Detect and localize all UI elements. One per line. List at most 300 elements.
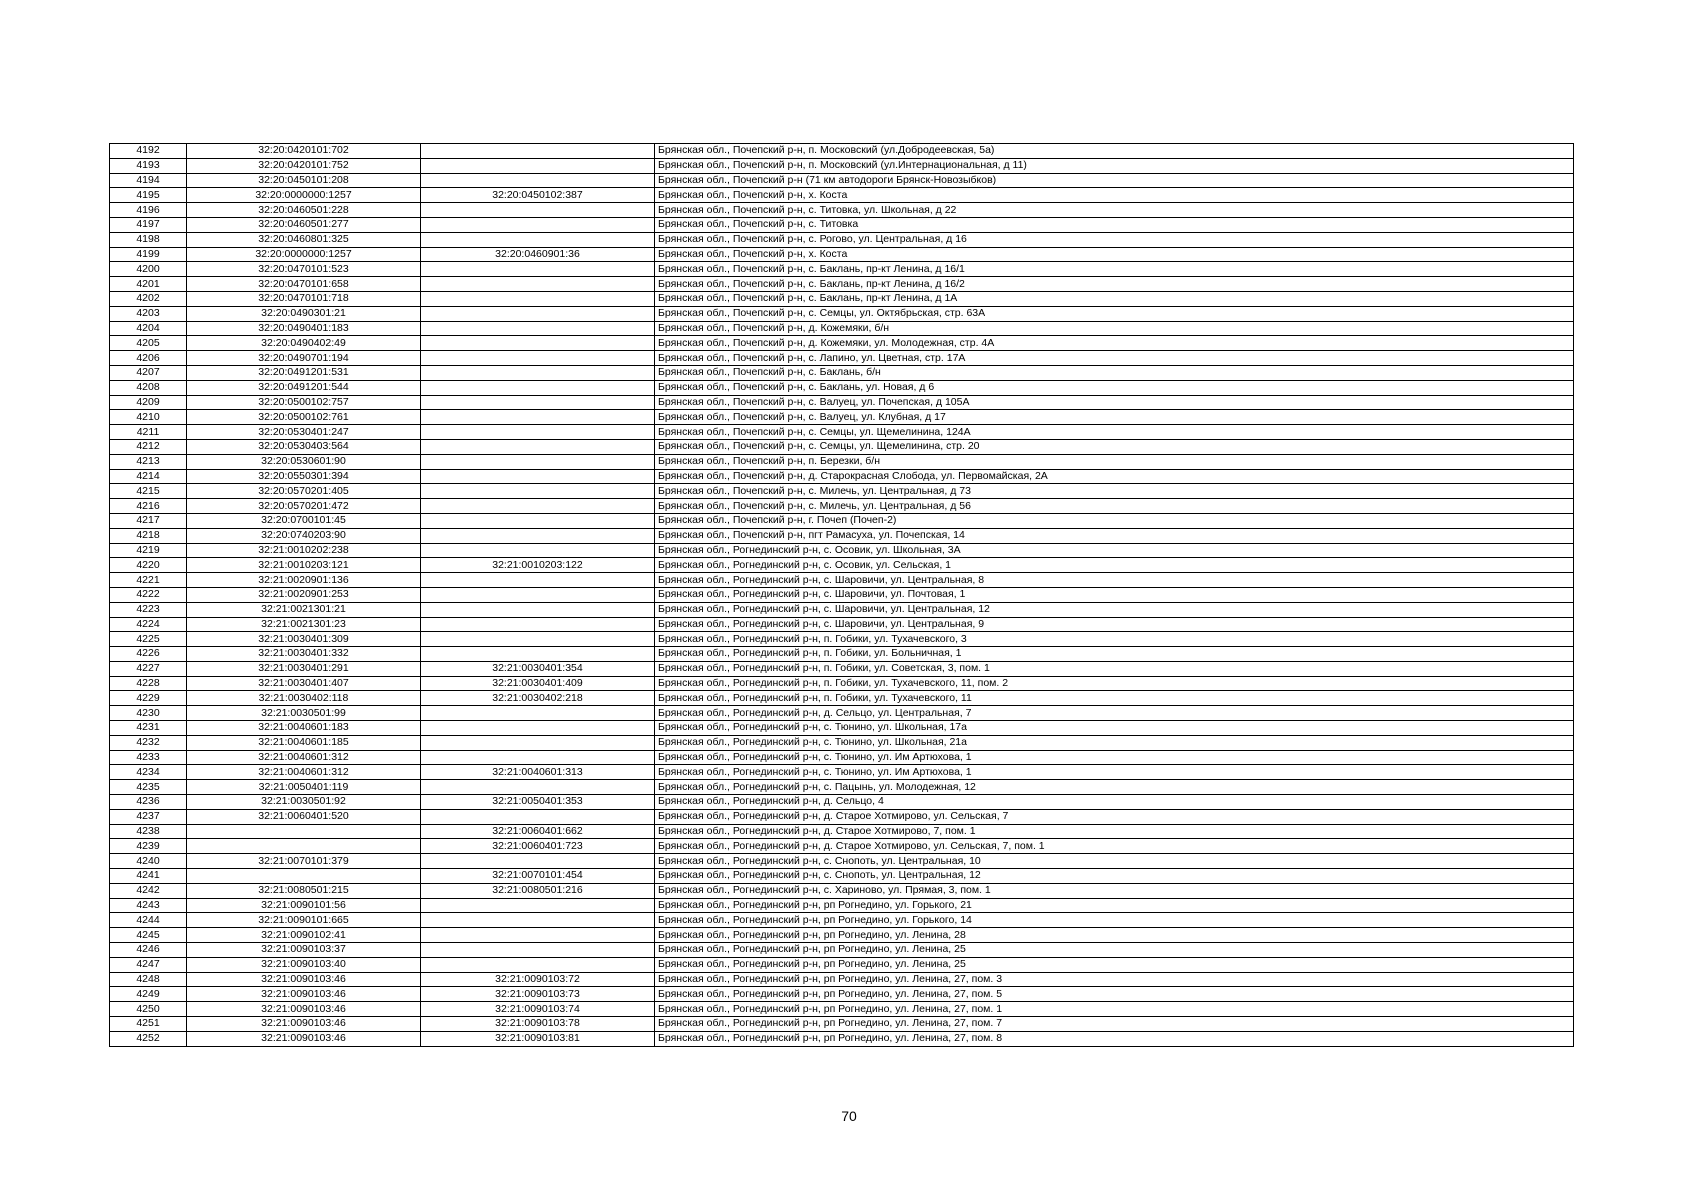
address-cell: Брянская обл., Рогнединский р-н, с. Снопоть, ул. Центральная, 12 [655, 869, 1574, 884]
row-number-cell: 4231 [110, 721, 187, 736]
row-number-cell: 4249 [110, 987, 187, 1002]
related-cadastral-number-cell [421, 632, 655, 647]
address-cell: Брянская обл., Почепский р-н, с. Семцы, ул. Октябрьская, стр. 63А [655, 306, 1574, 321]
address-cell: Брянская обл., Почепский р-н (71 км автодороги Брянск-Новозыбков) [655, 173, 1574, 188]
table-row [110, 336, 1574, 351]
row-number-cell: 4230 [110, 706, 187, 721]
table-row [110, 365, 1574, 380]
table-row [110, 573, 1574, 588]
related-cadastral-number-cell [421, 617, 655, 632]
row-number-cell: 4229 [110, 691, 187, 706]
cadastral-number-cell: 32:20:0530403:564 [187, 439, 421, 454]
related-cadastral-number-cell [421, 380, 655, 395]
row-number-cell: 4200 [110, 262, 187, 277]
row-number-cell: 4215 [110, 484, 187, 499]
table-row [110, 499, 1574, 514]
cadastral-number-cell: 32:20:0490701:194 [187, 351, 421, 366]
cadastral-number-cell: 32:21:0040601:183 [187, 721, 421, 736]
address-cell: Брянская обл., Почепский р-н, с. Валуец, ул. Почепская, д 105А [655, 395, 1574, 410]
cadastral-number-cell: 32:21:0090103:46 [187, 987, 421, 1002]
address-cell: Брянская обл., Почепский р-н, п. Московский (ул.Интернациональная, д 11) [655, 158, 1574, 173]
related-cadastral-number-cell [421, 484, 655, 499]
related-cadastral-number-cell [421, 173, 655, 188]
related-cadastral-number-cell [421, 913, 655, 928]
table-row [110, 780, 1574, 795]
related-cadastral-number-cell [421, 306, 655, 321]
related-cadastral-number-cell: 32:21:0030401:409 [421, 676, 655, 691]
cadastral-number-cell: 32:20:0530601:90 [187, 454, 421, 469]
row-number-cell: 4233 [110, 750, 187, 765]
related-cadastral-number-cell [421, 721, 655, 736]
related-cadastral-number-cell [421, 336, 655, 351]
address-cell: Брянская обл., Почепский р-н, с. Семцы, ул. Щемелинина, стр. 20 [655, 439, 1574, 454]
cadastral-number-cell: 32:20:0000000:1257 [187, 188, 421, 203]
cadastral-number-cell: 32:21:0090101:665 [187, 913, 421, 928]
row-number-cell: 4213 [110, 454, 187, 469]
cadastral-number-cell: 32:20:0460501:277 [187, 217, 421, 232]
table-row [110, 913, 1574, 928]
related-cadastral-number-cell [421, 203, 655, 218]
table-row [110, 217, 1574, 232]
row-number-cell: 4228 [110, 676, 187, 691]
row-number-cell: 4198 [110, 232, 187, 247]
address-cell: Брянская обл., Рогнединский р-н, д. Старое Хотмирово, ул. Сельская, 7, пом. 1 [655, 839, 1574, 854]
table-row [110, 839, 1574, 854]
related-cadastral-number-cell [421, 425, 655, 440]
table-row [110, 987, 1574, 1002]
row-number-cell: 4248 [110, 972, 187, 987]
related-cadastral-number-cell: 32:21:0090103:81 [421, 1031, 655, 1046]
related-cadastral-number-cell [421, 647, 655, 662]
address-cell: Брянская обл., Почепский р-н, с. Милечь, ул. Центральная, д 73 [655, 484, 1574, 499]
table-row [110, 883, 1574, 898]
cadastral-number-cell: 32:20:0420101:752 [187, 158, 421, 173]
table-row [110, 232, 1574, 247]
row-number-cell: 4223 [110, 602, 187, 617]
address-cell: Брянская обл., Почепский р-н, х. Коста [655, 247, 1574, 262]
address-cell: Брянская обл., Рогнединский р-н, д. Сельцо, 4 [655, 795, 1574, 810]
row-number-cell: 4211 [110, 425, 187, 440]
related-cadastral-number-cell [421, 499, 655, 514]
related-cadastral-number-cell [421, 277, 655, 292]
related-cadastral-number-cell [421, 928, 655, 943]
related-cadastral-number-cell: 32:21:0060401:662 [421, 824, 655, 839]
address-cell: Брянская обл., Рогнединский р-н, рп Рогнедино, ул. Ленина, 27, пом. 1 [655, 1002, 1574, 1017]
cadastral-number-cell: 32:21:0040601:312 [187, 765, 421, 780]
cadastral-number-cell: 32:20:0420101:702 [187, 144, 421, 159]
row-number-cell: 4204 [110, 321, 187, 336]
table-row [110, 647, 1574, 662]
cadastral-number-cell: 32:20:0470101:718 [187, 291, 421, 306]
row-number-cell: 4250 [110, 1002, 187, 1017]
address-cell: Брянская обл., Рогнединский р-н, с. Тюнино, ул. Школьная, 17а [655, 721, 1574, 736]
row-number-cell: 4206 [110, 351, 187, 366]
table-row [110, 188, 1574, 203]
address-cell: Брянская обл., Рогнединский р-н, рп Рогнедино, ул. Ленина, 25 [655, 943, 1574, 958]
address-cell: Брянская обл., Почепский р-н, с. Баклань, ул. Новая, д 6 [655, 380, 1574, 395]
table-row [110, 173, 1574, 188]
cadastral-number-cell: 32:21:0030501:99 [187, 706, 421, 721]
cadastral-number-cell: 32:21:0020901:136 [187, 573, 421, 588]
address-cell: Брянская обл., Почепский р-н, г. Почеп (Почеп-2) [655, 513, 1574, 528]
address-cell: Брянская обл., Рогнединский р-н, рп Рогнедино, ул. Ленина, 28 [655, 928, 1574, 943]
address-cell: Брянская обл., Почепский р-н, с. Валуец, ул. Клубная, д 17 [655, 410, 1574, 425]
table-row [110, 617, 1574, 632]
row-number-cell: 4220 [110, 558, 187, 573]
table-row [110, 291, 1574, 306]
cadastral-number-cell: 32:21:0030402:118 [187, 691, 421, 706]
cadastral-number-cell: 32:21:0030501:92 [187, 795, 421, 810]
row-number-cell: 4212 [110, 439, 187, 454]
row-number-cell: 4218 [110, 528, 187, 543]
table-row [110, 721, 1574, 736]
table-row [110, 676, 1574, 691]
table-row [110, 706, 1574, 721]
table-row [110, 691, 1574, 706]
table-row [110, 262, 1574, 277]
table-row [110, 425, 1574, 440]
table-row [110, 854, 1574, 869]
related-cadastral-number-cell [421, 898, 655, 913]
related-cadastral-number-cell [421, 262, 655, 277]
row-number-cell: 4239 [110, 839, 187, 854]
row-number-cell: 4203 [110, 306, 187, 321]
cadastral-number-cell: 32:21:0050401:119 [187, 780, 421, 795]
address-cell: Брянская обл., Рогнединский р-н, с. Шаровичи, ул. Центральная, 8 [655, 573, 1574, 588]
related-cadastral-number-cell [421, 410, 655, 425]
cadastral-number-cell: 32:20:0491201:531 [187, 365, 421, 380]
cadastral-number-cell [187, 824, 421, 839]
row-number-cell: 4240 [110, 854, 187, 869]
address-cell: Брянская обл., Рогнединский р-н, рп Рогнедино, ул. Ленина, 25 [655, 957, 1574, 972]
related-cadastral-number-cell [421, 513, 655, 528]
table-row [110, 469, 1574, 484]
table-row [110, 765, 1574, 780]
cadastral-number-cell: 32:21:0030401:407 [187, 676, 421, 691]
row-number-cell: 4246 [110, 943, 187, 958]
related-cadastral-number-cell: 32:21:0050401:353 [421, 795, 655, 810]
row-number-cell: 4234 [110, 765, 187, 780]
cadastral-number-cell: 32:21:0021301:21 [187, 602, 421, 617]
table-row [110, 410, 1574, 425]
row-number-cell: 4238 [110, 824, 187, 839]
row-number-cell: 4210 [110, 410, 187, 425]
cadastral-number-cell: 32:21:0090103:46 [187, 1017, 421, 1032]
related-cadastral-number-cell [421, 706, 655, 721]
cadastral-number-cell: 32:20:0491201:544 [187, 380, 421, 395]
table-row [110, 735, 1574, 750]
address-cell: Брянская обл., Почепский р-н, пгт Рамасуха, ул. Почепская, 14 [655, 528, 1574, 543]
cadastral-number-cell: 32:21:0070101:379 [187, 854, 421, 869]
cadastral-number-cell: 32:21:0030401:291 [187, 661, 421, 676]
related-cadastral-number-cell [421, 587, 655, 602]
table-row [110, 277, 1574, 292]
table-row [110, 484, 1574, 499]
cadastral-number-cell: 32:20:0470101:523 [187, 262, 421, 277]
row-number-cell: 4209 [110, 395, 187, 410]
table-row [110, 972, 1574, 987]
row-number-cell: 4235 [110, 780, 187, 795]
table-row [110, 1031, 1574, 1046]
related-cadastral-number-cell [421, 602, 655, 617]
address-cell: Брянская обл., Почепский р-н, д. Кожемяки, б/н [655, 321, 1574, 336]
registry-table-body [110, 144, 1574, 1047]
table-row [110, 750, 1574, 765]
cadastral-number-cell: 32:20:0490301:21 [187, 306, 421, 321]
related-cadastral-number-cell [421, 957, 655, 972]
cadastral-number-cell: 32:20:0470101:658 [187, 277, 421, 292]
cadastral-number-cell: 32:20:0530401:247 [187, 425, 421, 440]
related-cadastral-number-cell [421, 943, 655, 958]
page-number: 70 [841, 1108, 857, 1124]
table-row [110, 928, 1574, 943]
related-cadastral-number-cell [421, 439, 655, 454]
related-cadastral-number-cell: 32:21:0030402:218 [421, 691, 655, 706]
address-cell: Брянская обл., Почепский р-н, с. Баклань, пр-кт Ленина, д 16/1 [655, 262, 1574, 277]
row-number-cell: 4241 [110, 869, 187, 884]
related-cadastral-number-cell: 32:21:0030401:354 [421, 661, 655, 676]
row-number-cell: 4236 [110, 795, 187, 810]
cadastral-number-cell: 32:21:0040601:185 [187, 735, 421, 750]
table-row [110, 661, 1574, 676]
table-row [110, 321, 1574, 336]
address-cell: Брянская обл., Рогнединский р-н, рп Рогнедино, ул. Горького, 21 [655, 898, 1574, 913]
table-row [110, 602, 1574, 617]
address-cell: Брянская обл., Рогнединский р-н, с. Хариново, ул. Прямая, 3, пом. 1 [655, 883, 1574, 898]
table-row [110, 809, 1574, 824]
address-cell: Брянская обл., Рогнединский р-н, п. Гобики, ул. Советская, 3, пом. 1 [655, 661, 1574, 676]
address-cell: Брянская обл., Рогнединский р-н, рп Рогнедино, ул. Горького, 14 [655, 913, 1574, 928]
cadastral-number-cell: 32:20:0000000:1257 [187, 247, 421, 262]
table-row [110, 247, 1574, 262]
table-row [110, 454, 1574, 469]
related-cadastral-number-cell [421, 780, 655, 795]
row-number-cell: 4224 [110, 617, 187, 632]
row-number-cell: 4217 [110, 513, 187, 528]
related-cadastral-number-cell: 32:21:0090103:78 [421, 1017, 655, 1032]
cadastral-number-cell: 32:21:0090102:41 [187, 928, 421, 943]
address-cell: Брянская обл., Почепский р-н, д. Старокрасная Слобода, ул. Первомайская, 2А [655, 469, 1574, 484]
table-row [110, 869, 1574, 884]
related-cadastral-number-cell: 32:21:0010203:122 [421, 558, 655, 573]
row-number-cell: 4201 [110, 277, 187, 292]
table-row [110, 144, 1574, 159]
address-cell: Брянская обл., Почепский р-н, с. Рогово, ул. Центральная, д 16 [655, 232, 1574, 247]
address-cell: Брянская обл., Почепский р-н, х. Коста [655, 188, 1574, 203]
address-cell: Брянская обл., Почепский р-н, с. Милечь, ул. Центральная, д 56 [655, 499, 1574, 514]
row-number-cell: 4219 [110, 543, 187, 558]
cadastral-number-cell: 32:21:0040601:312 [187, 750, 421, 765]
cadastral-number-cell: 32:21:0090103:37 [187, 943, 421, 958]
related-cadastral-number-cell [421, 144, 655, 159]
table-row [110, 513, 1574, 528]
related-cadastral-number-cell: 32:21:0090103:74 [421, 1002, 655, 1017]
cadastral-number-cell: 32:21:0030401:309 [187, 632, 421, 647]
related-cadastral-number-cell: 32:21:0090103:72 [421, 972, 655, 987]
cadastral-number-cell: 32:21:0021301:23 [187, 617, 421, 632]
related-cadastral-number-cell [421, 454, 655, 469]
address-cell: Брянская обл., Рогнединский р-н, с. Осовик, ул. Школьная, 3А [655, 543, 1574, 558]
address-cell: Брянская обл., Рогнединский р-н, с. Шаровичи, ул. Почтовая, 1 [655, 587, 1574, 602]
address-cell: Брянская обл., Почепский р-н, п. Московский (ул.Добродеевская, 5а) [655, 144, 1574, 159]
row-number-cell: 4225 [110, 632, 187, 647]
cadastral-number-cell: 32:20:0490401:183 [187, 321, 421, 336]
cadastral-number-cell: 32:21:0010202:238 [187, 543, 421, 558]
cadastral-number-cell: 32:21:0020901:253 [187, 587, 421, 602]
cadastral-number-cell: 32:21:0090103:40 [187, 957, 421, 972]
address-cell: Брянская обл., Рогнединский р-н, с. Тюнино, ул. Им Артюхова, 1 [655, 765, 1574, 780]
cadastral-number-cell: 32:20:0570201:472 [187, 499, 421, 514]
row-number-cell: 4202 [110, 291, 187, 306]
related-cadastral-number-cell: 32:21:0080501:216 [421, 883, 655, 898]
table-row [110, 306, 1574, 321]
table-row [110, 957, 1574, 972]
row-number-cell: 4216 [110, 499, 187, 514]
table-row [110, 1017, 1574, 1032]
cadastral-number-cell: 32:20:0550301:394 [187, 469, 421, 484]
cadastral-number-cell: 32:21:0090101:56 [187, 898, 421, 913]
row-number-cell: 4243 [110, 898, 187, 913]
address-cell: Брянская обл., Рогнединский р-н, п. Гобики, ул. Тухачевского, 11 [655, 691, 1574, 706]
address-cell: Брянская обл., Рогнединский р-н, с. Шаровичи, ул. Центральная, 12 [655, 602, 1574, 617]
table-row [110, 795, 1574, 810]
address-cell: Брянская обл., Почепский р-н, п. Березки, б/н [655, 454, 1574, 469]
related-cadastral-number-cell: 32:20:0450102:387 [421, 188, 655, 203]
row-number-cell: 4196 [110, 203, 187, 218]
table-row [110, 943, 1574, 958]
cadastral-number-cell [187, 869, 421, 884]
address-cell: Брянская обл., Почепский р-н, с. Титовка [655, 217, 1574, 232]
row-number-cell: 4242 [110, 883, 187, 898]
address-cell: Брянская обл., Рогнединский р-н, п. Гобики, ул. Тухачевского, 11, пом. 2 [655, 676, 1574, 691]
address-cell: Брянская обл., Рогнединский р-н, д. Старое Хотмирово, 7, пом. 1 [655, 824, 1574, 839]
address-cell: Брянская обл., Почепский р-н, с. Баклань, пр-кт Ленина, д 16/2 [655, 277, 1574, 292]
row-number-cell: 4252 [110, 1031, 187, 1046]
related-cadastral-number-cell [421, 158, 655, 173]
related-cadastral-number-cell [421, 809, 655, 824]
cadastral-number-cell: 32:21:0080501:215 [187, 883, 421, 898]
row-number-cell: 4194 [110, 173, 187, 188]
row-number-cell: 4247 [110, 957, 187, 972]
row-number-cell: 4232 [110, 735, 187, 750]
related-cadastral-number-cell [421, 351, 655, 366]
related-cadastral-number-cell: 32:21:0040601:313 [421, 765, 655, 780]
row-number-cell: 4226 [110, 647, 187, 662]
row-number-cell: 4237 [110, 809, 187, 824]
cadastral-number-cell: 32:21:0030401:332 [187, 647, 421, 662]
address-cell: Брянская обл., Рогнединский р-н, с. Снопоть, ул. Центральная, 10 [655, 854, 1574, 869]
cadastral-number-cell: 32:21:0010203:121 [187, 558, 421, 573]
row-number-cell: 4192 [110, 144, 187, 159]
related-cadastral-number-cell [421, 395, 655, 410]
related-cadastral-number-cell [421, 543, 655, 558]
related-cadastral-number-cell [421, 854, 655, 869]
row-number-cell: 4244 [110, 913, 187, 928]
address-cell: Брянская обл., Рогнединский р-н, с. Тюнино, ул. Им Артюхова, 1 [655, 750, 1574, 765]
address-cell: Брянская обл., Рогнединский р-н, п. Гобики, ул. Тухачевского, 3 [655, 632, 1574, 647]
cadastral-number-cell [187, 839, 421, 854]
table-row [110, 528, 1574, 543]
address-cell: Брянская обл., Рогнединский р-н, рп Рогнедино, ул. Ленина, 27, пом. 7 [655, 1017, 1574, 1032]
address-cell: Брянская обл., Рогнединский р-н, с. Тюнино, ул. Школьная, 21а [655, 735, 1574, 750]
table-row [110, 439, 1574, 454]
address-cell: Брянская обл., Почепский р-н, с. Баклань, б/н [655, 365, 1574, 380]
cadastral-number-cell: 32:21:0090103:46 [187, 1002, 421, 1017]
related-cadastral-number-cell [421, 573, 655, 588]
table-row [110, 351, 1574, 366]
address-cell: Брянская обл., Почепский р-н, д. Кожемяки, ул. Молодежная, стр. 4А [655, 336, 1574, 351]
row-number-cell: 4205 [110, 336, 187, 351]
address-cell: Брянская обл., Рогнединский р-н, рп Рогнедино, ул. Ленина, 27, пом. 3 [655, 972, 1574, 987]
table-row [110, 587, 1574, 602]
table-row [110, 158, 1574, 173]
row-number-cell: 4214 [110, 469, 187, 484]
related-cadastral-number-cell: 32:21:0060401:723 [421, 839, 655, 854]
related-cadastral-number-cell [421, 528, 655, 543]
table-row [110, 380, 1574, 395]
address-cell: Брянская обл., Почепский р-н, с. Лапино, ул. Цветная, стр. 17А [655, 351, 1574, 366]
address-cell: Брянская обл., Рогнединский р-н, п. Гобики, ул. Больничная, 1 [655, 647, 1574, 662]
row-number-cell: 4245 [110, 928, 187, 943]
cadastral-number-cell: 32:20:0700101:45 [187, 513, 421, 528]
cadastral-number-cell: 32:20:0500102:761 [187, 410, 421, 425]
table-row [110, 558, 1574, 573]
cadastral-number-cell: 32:21:0060401:520 [187, 809, 421, 824]
cadastral-number-cell: 32:20:0570201:405 [187, 484, 421, 499]
row-number-cell: 4208 [110, 380, 187, 395]
address-cell: Брянская обл., Рогнединский р-н, д. Сельцо, ул. Центральная, 7 [655, 706, 1574, 721]
cadastral-number-cell: 32:20:0490402:49 [187, 336, 421, 351]
related-cadastral-number-cell [421, 291, 655, 306]
related-cadastral-number-cell [421, 232, 655, 247]
cadastral-number-cell: 32:21:0090103:46 [187, 1031, 421, 1046]
cadastral-number-cell: 32:20:0460501:228 [187, 203, 421, 218]
address-cell: Брянская обл., Рогнединский р-н, с. Осовик, ул. Сельская, 1 [655, 558, 1574, 573]
property-registry-table [109, 143, 1574, 1047]
table-row [110, 203, 1574, 218]
related-cadastral-number-cell [421, 750, 655, 765]
row-number-cell: 4251 [110, 1017, 187, 1032]
cadastral-number-cell: 32:20:0500102:757 [187, 395, 421, 410]
related-cadastral-number-cell: 32:20:0460901:36 [421, 247, 655, 262]
row-number-cell: 4199 [110, 247, 187, 262]
address-cell: Брянская обл., Почепский р-н, с. Титовка, ул. Школьная, д 22 [655, 203, 1574, 218]
cadastral-number-cell: 32:20:0450101:208 [187, 173, 421, 188]
cadastral-number-cell: 32:20:0460801:325 [187, 232, 421, 247]
address-cell: Брянская обл., Почепский р-н, с. Баклань, пр-кт Ленина, д 1А [655, 291, 1574, 306]
related-cadastral-number-cell: 32:21:0090103:73 [421, 987, 655, 1002]
related-cadastral-number-cell [421, 735, 655, 750]
table-row [110, 1002, 1574, 1017]
address-cell: Брянская обл., Рогнединский р-н, с. Шаровичи, ул. Центральная, 9 [655, 617, 1574, 632]
row-number-cell: 4222 [110, 587, 187, 602]
table-row [110, 898, 1574, 913]
row-number-cell: 4197 [110, 217, 187, 232]
table-row [110, 632, 1574, 647]
row-number-cell: 4221 [110, 573, 187, 588]
address-cell: Брянская обл., Рогнединский р-н, рп Рогнедино, ул. Ленина, 27, пом. 8 [655, 1031, 1574, 1046]
related-cadastral-number-cell [421, 365, 655, 380]
row-number-cell: 4207 [110, 365, 187, 380]
related-cadastral-number-cell [421, 321, 655, 336]
related-cadastral-number-cell: 32:21:0070101:454 [421, 869, 655, 884]
cadastral-number-cell: 32:20:0740203:90 [187, 528, 421, 543]
table-row [110, 543, 1574, 558]
row-number-cell: 4227 [110, 661, 187, 676]
row-number-cell: 4193 [110, 158, 187, 173]
cadastral-number-cell: 32:21:0090103:46 [187, 972, 421, 987]
address-cell: Брянская обл., Рогнединский р-н, рп Рогнедино, ул. Ленина, 27, пом. 5 [655, 987, 1574, 1002]
